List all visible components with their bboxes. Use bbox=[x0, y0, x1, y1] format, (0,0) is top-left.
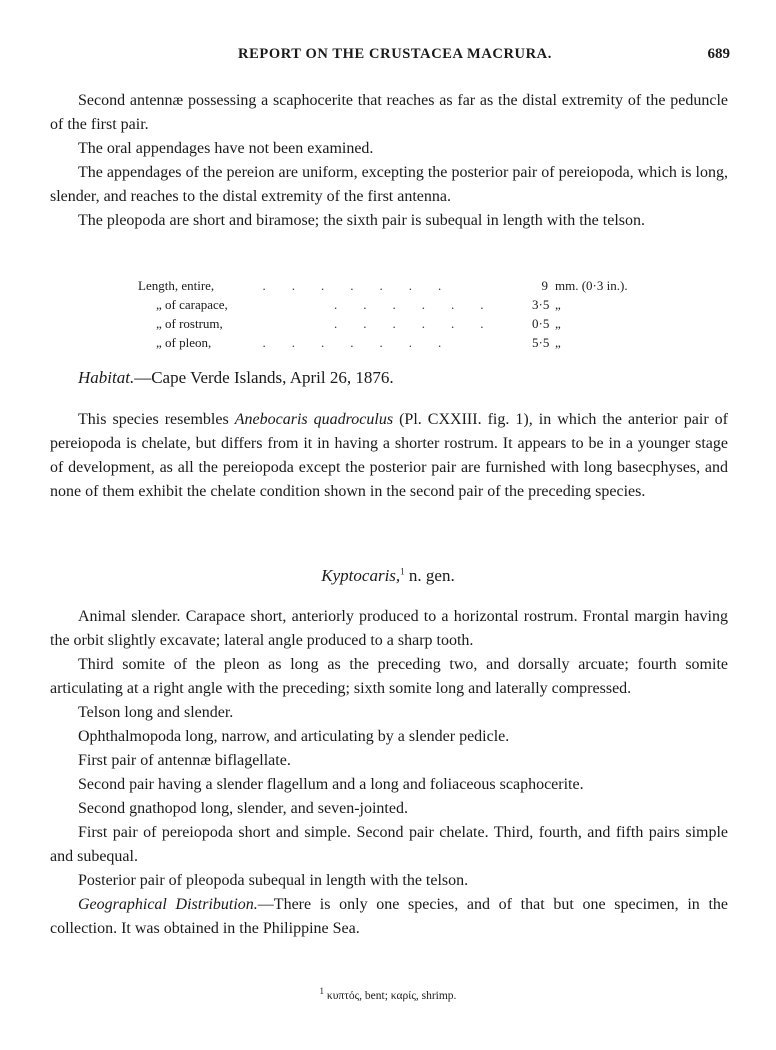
paragraph-first-antennae: First pair of antennæ biflagellate. bbox=[78, 752, 291, 769]
measurement-value: 9 bbox=[541, 278, 548, 293]
paragraph-pleon: Third somite of the pleon as long as the preceding two, and dorsally arcuate; fourth somite articulating at a right angle with the preceding; sixth somite long and laterally compressed. bbox=[50, 656, 728, 697]
measurement-row bbox=[138, 295, 658, 314]
paragraph-pereion: The appendages of the pereion are uniform, excepting the posterior pair of pereiopoda, which is long, slender, and reaches to the distal extremity of the first antenna. bbox=[50, 164, 728, 205]
habitat-label: Habitat. bbox=[78, 368, 135, 387]
genus-description bbox=[50, 605, 728, 941]
paragraph-body: Animal slender. Carapace short, anteriorly produced to a horizontal rostrum. Frontal margin having the orbit slightly excavate; lateral angle produced to a sharp tooth. bbox=[50, 608, 728, 649]
measurement-value: 0·5 bbox=[532, 316, 550, 331]
measurement-unit: „ bbox=[555, 316, 561, 331]
measurement-unit: „ bbox=[555, 335, 561, 350]
leader-dots: . . . . . . bbox=[256, 316, 484, 331]
measurement-row bbox=[138, 333, 658, 352]
leader-dots: . . . . . . . bbox=[256, 335, 442, 350]
measurement-label: „ of pleon, bbox=[156, 335, 212, 350]
comparison-text bbox=[50, 408, 728, 504]
measurement-label: „ of carapace, bbox=[156, 297, 228, 312]
distribution-label: Geographical Distribution. bbox=[78, 896, 258, 913]
paragraph-oral-appendages: The oral appendages have not been examined. bbox=[78, 140, 374, 157]
leader-dots: . . . . . . . bbox=[256, 278, 442, 293]
footnote-text: κυπτός, bent; καρίς, shrimp. bbox=[324, 990, 457, 1002]
distribution-text: —There is only one species, and of that but one specimen, in the collection. It was obtained in the Philippine Sea. bbox=[50, 896, 729, 937]
footnote bbox=[0, 986, 776, 1002]
paragraph-gnathopod: Second gnathopod long, slender, and seven-jointed. bbox=[78, 800, 408, 817]
measurement-unit: „ bbox=[555, 297, 561, 312]
habitat-text: —Cape Verde Islands, April 26, 1876. bbox=[134, 368, 394, 387]
measurement-label: Length, entire, bbox=[138, 278, 215, 293]
species-description bbox=[50, 89, 728, 233]
species-name: Anebocaris quadroculus bbox=[234, 411, 394, 428]
measurement-value: 3·5 bbox=[532, 297, 550, 312]
comparison-rest: (Pl. CXXIII. fig. 1), in which the anterior pair of pereiopoda is chelate, but differs from it in having a shorter rostrum. It appears to be in a younger stage of development, as all the pereiopoda except the posterior pair are furnished with long basecphyses, and none of them exhibit the chelate condition shown in the second pair of the preceding species. bbox=[50, 411, 729, 500]
paragraph-pleopoda: Posterior pair of pleopoda subequal in length with the telson. bbox=[78, 872, 469, 889]
measurement-row bbox=[138, 314, 658, 333]
paragraph-pereiopoda: First pair of pereiopoda short and simple. Second pair chelate. Third, fourth, and fifth pairs simple and subequal. bbox=[50, 824, 728, 865]
paragraph-distribution bbox=[50, 893, 728, 941]
paragraph-ophthalmopoda: Ophthalmopoda long, narrow, and articulating by a slender pedicle. bbox=[78, 728, 510, 745]
comparison-paragraph bbox=[50, 408, 728, 504]
genus-name: Kyptocaris, bbox=[321, 566, 401, 585]
measurements-table bbox=[138, 276, 658, 352]
genus-suffix: n. gen. bbox=[404, 566, 455, 585]
footnote-number: 1 bbox=[319, 986, 325, 997]
genus-heading bbox=[0, 566, 776, 586]
paragraph-antennae: Second antennæ possessing a scaphocerite that reaches as far as the distal extremity of the peduncle of the first pair. bbox=[50, 92, 728, 133]
running-head bbox=[60, 46, 730, 68]
measurement-row bbox=[138, 276, 658, 295]
footnote-marker: 1 bbox=[400, 566, 405, 577]
measurement-value: 5·5 bbox=[532, 335, 550, 350]
habitat-line bbox=[78, 368, 394, 388]
leader-dots: . . . . . . bbox=[256, 297, 484, 312]
paragraph-telson: Telson long and slender. bbox=[78, 704, 234, 721]
paragraph-pleopoda: The pleopoda are short and biramose; the sixth pair is subequal in length with the telson. bbox=[78, 212, 645, 229]
running-title: REPORT ON THE CRUSTACEA MACRURA. bbox=[238, 46, 552, 62]
measurement-label: „ of rostrum, bbox=[156, 316, 223, 331]
comparison-lead: This species resembles bbox=[78, 411, 235, 428]
measurement-unit: mm. (0·3 in.). bbox=[555, 278, 628, 293]
paragraph-second-antennae: Second pair having a slender flagellum and a long and foliaceous scaphocerite. bbox=[78, 776, 584, 793]
page-number: 689 bbox=[707, 46, 730, 62]
